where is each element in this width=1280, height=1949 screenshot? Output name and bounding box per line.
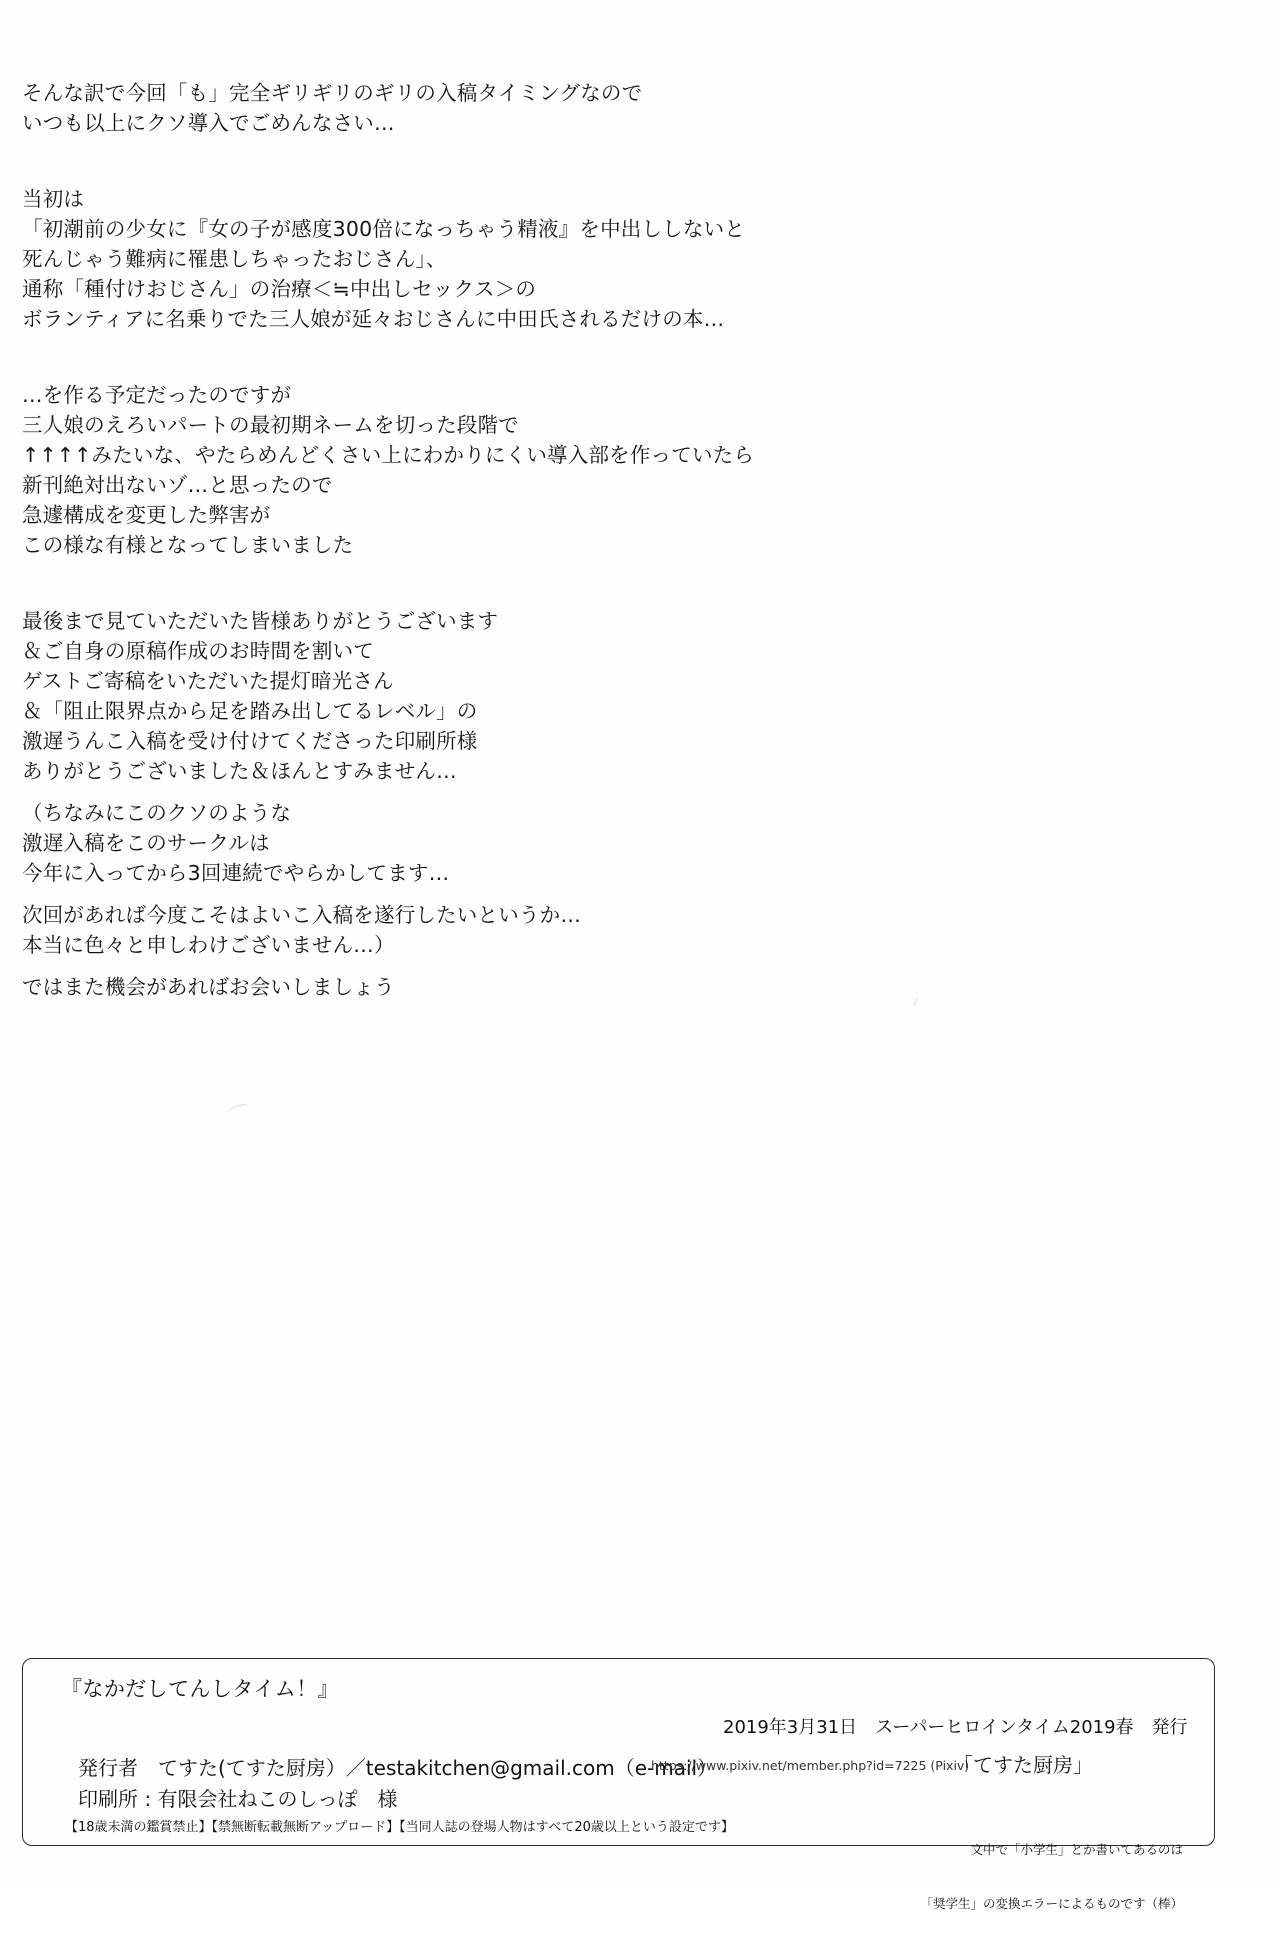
colophon-pixiv-url: https://www.pixiv.net/member.php?id=7225 (Pixiv) xyxy=(651,1758,970,1773)
afterword-line: 本当に色々と申しわけございません…） xyxy=(22,933,395,957)
colophon-footnote-line: 「奨学生」の変換エラーによるものです（棒） xyxy=(920,1896,1183,1911)
afterword-line: 死んじゃう難病に罹患しちゃったおじさん」、 xyxy=(22,247,447,271)
afterword-paragraph xyxy=(22,798,1202,888)
afterword-line: 激遅うんこ入稿を受け付けてくださった印刷所様 xyxy=(22,729,478,753)
afterword-line: ゲストご寄稿をいただいた提灯暗光さん xyxy=(22,669,394,693)
afterword-line: 当初は xyxy=(22,187,85,211)
colophon-footnote-line: 文中で「小学生」とか書いてあるのは xyxy=(970,1842,1183,1857)
afterword-line: 三人娘のえろいパートの最初期ネームを切った段階で xyxy=(22,413,519,437)
afterword-paragraph xyxy=(22,78,1202,138)
afterword-paragraph xyxy=(22,900,1202,960)
afterword-line: ↑↑↑↑みたいな、やたらめんどくさい上にわかりにくい導入部を作っていたら xyxy=(22,443,755,467)
afterword-line: そんな訳で今回「も」完全ギリギリのギリの入稿タイミングなので xyxy=(22,81,643,105)
afterword-paragraph xyxy=(22,972,1202,1002)
afterword-paragraph xyxy=(22,184,1202,334)
afterword-line: 最後まで見ていただいた皆様ありがとうございます xyxy=(22,609,499,633)
afterword-line: 通称「種付けおじさん」の治療＜≒中出しセックス＞の xyxy=(22,277,537,301)
afterword-line: ＆「阻止限界点から足を踏み出してるレベル」の xyxy=(22,699,478,723)
afterword-line: （ちなみにこのクソのような xyxy=(22,801,292,825)
afterword-line: ありがとうございました＆ほんとすみません… xyxy=(22,759,457,783)
afterword-line: ではまた機会があればお会いしましょう xyxy=(22,975,395,999)
colophon-circle-name: 「てすた厨房」 xyxy=(953,1753,1093,1777)
afterword-line: 新刊絶対出ないゾ…と思ったので xyxy=(22,473,333,497)
afterword-line: ＆ご自身の原稿作成のお時間を割いて xyxy=(22,639,374,663)
afterword-line: 今年に入ってから3回連続でやらかしてます… xyxy=(22,861,450,885)
afterword-line: この様な有様となってしまいました xyxy=(22,533,354,557)
colophon-box xyxy=(22,1658,1215,1911)
afterword-paragraph xyxy=(22,606,1202,786)
afterword-line: 「初潮前の少女に『女の子が感度300倍になっちゃう精液』を中出ししないと xyxy=(22,217,746,241)
colophon-date-event: 2019年3月31日 スーパーヒロインタイム2019春 発行 xyxy=(723,1717,1188,1738)
colophon-printer: 印刷所 : 有限会社ねこのしっぽ 様 xyxy=(78,1787,398,1811)
afterword-line: 急遽構成を変更した弊害が xyxy=(22,503,271,527)
afterword-text-block xyxy=(22,78,1202,1036)
afterword-line: 次回があれば今度こそはよいこ入稿を遂行したいというか… xyxy=(22,903,582,927)
stray-pencil-mark xyxy=(227,1103,251,1118)
afterword-line: 激遅入稿をこのサークルは xyxy=(22,831,270,855)
colophon-title: 『なかだしてんしタイム！』 xyxy=(61,1677,340,1701)
afterword-line: …を作る予定だったのですが xyxy=(22,383,292,407)
colophon-publisher: 発行者 てすた(てすた厨房）／testakitchen@gmail.com（e-mail） xyxy=(78,1756,718,1780)
colophon-footnote xyxy=(823,1805,1183,1949)
colophon-notices: 【18歳未満の鑑賞禁止】【禁無断転載無断アップロード】【当同人誌の登場人物はすべて20歳以上という設定です】 xyxy=(65,1820,734,1835)
afterword-line: ボランティアに名乗りでた三人娘が延々おじさんに中田氏されるだけの本… xyxy=(22,307,725,331)
afterword-paragraph xyxy=(22,380,1202,560)
afterword-line: いつも以上にクソ導入でごめんなさい… xyxy=(22,111,395,135)
